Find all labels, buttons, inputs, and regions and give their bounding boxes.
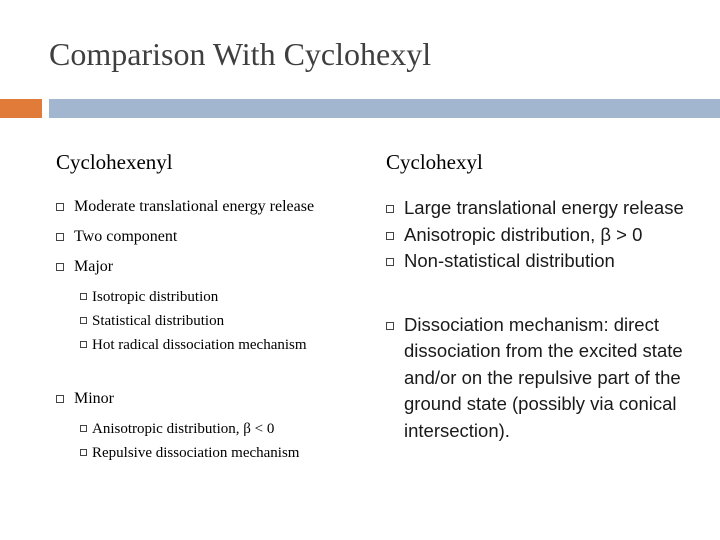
bullet-text: Large translational energy release xyxy=(404,197,684,218)
list-item xyxy=(56,195,376,219)
sub-list-item xyxy=(56,417,376,441)
sub-list-item xyxy=(56,333,376,357)
sub-list-item xyxy=(56,285,376,309)
title-rule-bar xyxy=(49,99,720,118)
sub-bullet-text: Repulsive dissociation mechanism xyxy=(92,445,300,461)
right-column-heading: Cyclohexyl xyxy=(386,150,483,174)
small-square-bullet-icon xyxy=(80,425,87,432)
list-item xyxy=(386,195,706,222)
right-column xyxy=(386,150,706,444)
bullet-text: Two component xyxy=(74,228,178,245)
square-bullet-icon xyxy=(386,322,394,330)
sub-list-item xyxy=(56,441,376,465)
square-bullet-icon xyxy=(386,258,394,266)
list-item xyxy=(56,255,376,279)
sub-list-item xyxy=(56,309,376,333)
square-bullet-icon xyxy=(56,263,64,271)
bullet-text: Non-statistical distribution xyxy=(404,250,615,271)
square-bullet-icon xyxy=(56,395,64,403)
left-bullet-list xyxy=(56,195,376,465)
list-item xyxy=(56,387,376,411)
small-square-bullet-icon xyxy=(80,449,87,456)
small-square-bullet-icon xyxy=(80,317,87,324)
small-square-bullet-icon xyxy=(80,293,87,300)
bullet-text: Anisotropic distribution, β > 0 xyxy=(404,223,643,245)
sub-bullet-text: Isotropic distribution xyxy=(92,289,219,305)
bullet-text: Major xyxy=(74,258,114,275)
small-square-bullet-icon xyxy=(80,341,87,348)
sub-bullet-text: Statistical distribution xyxy=(92,313,225,329)
bullet-text: Minor xyxy=(74,390,114,407)
square-bullet-icon xyxy=(386,205,394,213)
left-column-heading: Cyclohexenyl xyxy=(56,150,173,174)
sub-bullet-text: Hot radical dissociation mechanism xyxy=(92,337,307,353)
square-bullet-icon xyxy=(56,233,64,241)
sub-bullet-text: Anisotropic distribution, β < 0 xyxy=(92,421,275,437)
list-item xyxy=(386,222,706,249)
slide-title: Comparison With Cyclohexyl xyxy=(49,36,432,72)
title-accent-bar xyxy=(0,99,42,118)
square-bullet-icon xyxy=(386,232,394,240)
bullet-text: Moderate translational energy release xyxy=(74,198,315,215)
square-bullet-icon xyxy=(56,203,64,211)
list-item xyxy=(56,225,376,249)
left-column xyxy=(56,150,376,465)
list-item xyxy=(386,312,706,445)
right-bullet-list xyxy=(386,195,706,444)
bullet-text: Dissociation mechanism: direct dissociation from the excited state and/or on the repulsive part of the ground state (possibly via conical intersection). xyxy=(404,313,683,441)
list-item xyxy=(386,248,706,275)
